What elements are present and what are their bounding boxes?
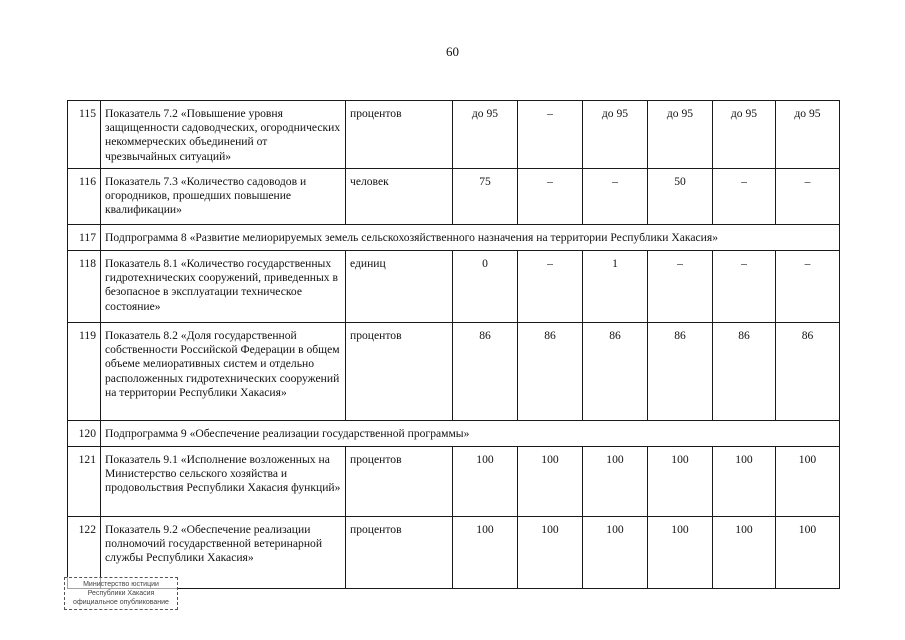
registration-stamp bbox=[64, 577, 178, 610]
row-number-cell: 115 bbox=[68, 101, 101, 169]
stamp-line-2: Республики Хакасия bbox=[87, 590, 155, 597]
value-cell: до 95 bbox=[583, 101, 648, 169]
row-number-cell: 122 bbox=[68, 517, 101, 589]
value-cell: 100 bbox=[648, 447, 713, 517]
value-cell: 100 bbox=[713, 517, 776, 589]
table-row bbox=[68, 169, 840, 225]
value-cell: – bbox=[713, 251, 776, 323]
indicator-name-cell: Показатель 7.2 «Повышение уровня защищенности садоводческих, огороднических некоммерческих объединений от чрезвычайных ситуаций» bbox=[101, 101, 346, 169]
value-cell: 100 bbox=[583, 447, 648, 517]
row-number-cell: 121 bbox=[68, 447, 101, 517]
value-cell: 100 bbox=[776, 447, 840, 517]
value-cell: 100 bbox=[776, 517, 840, 589]
table-row bbox=[68, 251, 840, 323]
row-number-cell: 116 bbox=[68, 169, 101, 225]
value-cell: – bbox=[713, 169, 776, 225]
unit-cell: единиц bbox=[346, 251, 453, 323]
value-cell: 86 bbox=[518, 323, 583, 421]
value-cell: 100 bbox=[648, 517, 713, 589]
table-row bbox=[68, 447, 840, 517]
row-number-cell: 119 bbox=[68, 323, 101, 421]
value-cell: – bbox=[518, 251, 583, 323]
value-cell: до 95 bbox=[453, 101, 518, 169]
value-cell: 100 bbox=[583, 517, 648, 589]
value-cell: 100 bbox=[518, 517, 583, 589]
value-cell: 86 bbox=[453, 323, 518, 421]
table-row bbox=[68, 517, 840, 589]
value-cell: – bbox=[518, 101, 583, 169]
unit-cell: процентов bbox=[346, 447, 453, 517]
value-cell: до 95 bbox=[713, 101, 776, 169]
value-cell: – bbox=[776, 251, 840, 323]
row-number-cell: 120 bbox=[68, 421, 101, 447]
value-cell: 86 bbox=[713, 323, 776, 421]
value-cell: 75 bbox=[453, 169, 518, 225]
stamp-line-1: Министерство юстиции bbox=[83, 581, 159, 588]
indicator-name-cell: Показатель 9.1 «Исполнение возложенных на Министерство сельского хозяйства и продовольствия Республики Хакасия функций» bbox=[101, 447, 346, 517]
row-number-cell: 118 bbox=[68, 251, 101, 323]
row-number-cell: 117 bbox=[68, 225, 101, 251]
value-cell: – bbox=[648, 251, 713, 323]
value-cell: 100 bbox=[453, 517, 518, 589]
value-cell: 100 bbox=[713, 447, 776, 517]
subprogram-row bbox=[68, 225, 840, 251]
value-cell: – bbox=[518, 169, 583, 225]
value-cell: 100 bbox=[453, 447, 518, 517]
unit-cell: процентов bbox=[346, 517, 453, 589]
subprogram-title-cell: Подпрограмма 9 «Обеспечение реализации государственной программы» bbox=[101, 421, 840, 447]
unit-cell: процентов bbox=[346, 323, 453, 421]
page-number: 60 bbox=[446, 44, 459, 59]
indicator-name-cell: Показатель 7.3 «Количество садоводов и огородников, прошедших повышение квалификации» bbox=[101, 169, 346, 225]
value-cell: 86 bbox=[776, 323, 840, 421]
value-cell: до 95 bbox=[776, 101, 840, 169]
value-cell: до 95 bbox=[648, 101, 713, 169]
indicator-name-cell: Показатель 8.1 «Количество государственных гидротехнических сооружений, приведенных в безопасное в эксплуатации техническое состояние» bbox=[101, 251, 346, 323]
table-row bbox=[68, 323, 840, 421]
value-cell: – bbox=[583, 169, 648, 225]
unit-cell: процентов bbox=[346, 101, 453, 169]
table-row bbox=[68, 101, 840, 169]
value-cell: 0 bbox=[453, 251, 518, 323]
value-cell: 50 bbox=[648, 169, 713, 225]
value-cell: 86 bbox=[648, 323, 713, 421]
unit-cell: человек bbox=[346, 169, 453, 225]
stamp-line-3: официальное опубликование bbox=[73, 599, 169, 606]
indicator-name-cell: Показатель 9.2 «Обеспечение реализации полномочий государственной ветеринарной службы Республики Хакасия» bbox=[101, 517, 346, 589]
subprogram-row bbox=[68, 421, 840, 447]
indicator-name-cell: Показатель 8.2 «Доля государственной собственности Российской Федерации в общем объеме мелиоративных систем и отдельно расположенных гидротехнических сооружений на территории Республики Хакасия» bbox=[101, 323, 346, 421]
subprogram-title-cell: Подпрограмма 8 «Развитие мелиорируемых земель сельскохозяйственного назначения на территории Республики Хакасия» bbox=[101, 225, 840, 251]
value-cell: 100 bbox=[518, 447, 583, 517]
value-cell: 86 bbox=[583, 323, 648, 421]
value-cell: – bbox=[776, 169, 840, 225]
indicator-table bbox=[67, 100, 840, 589]
value-cell: 1 bbox=[583, 251, 648, 323]
